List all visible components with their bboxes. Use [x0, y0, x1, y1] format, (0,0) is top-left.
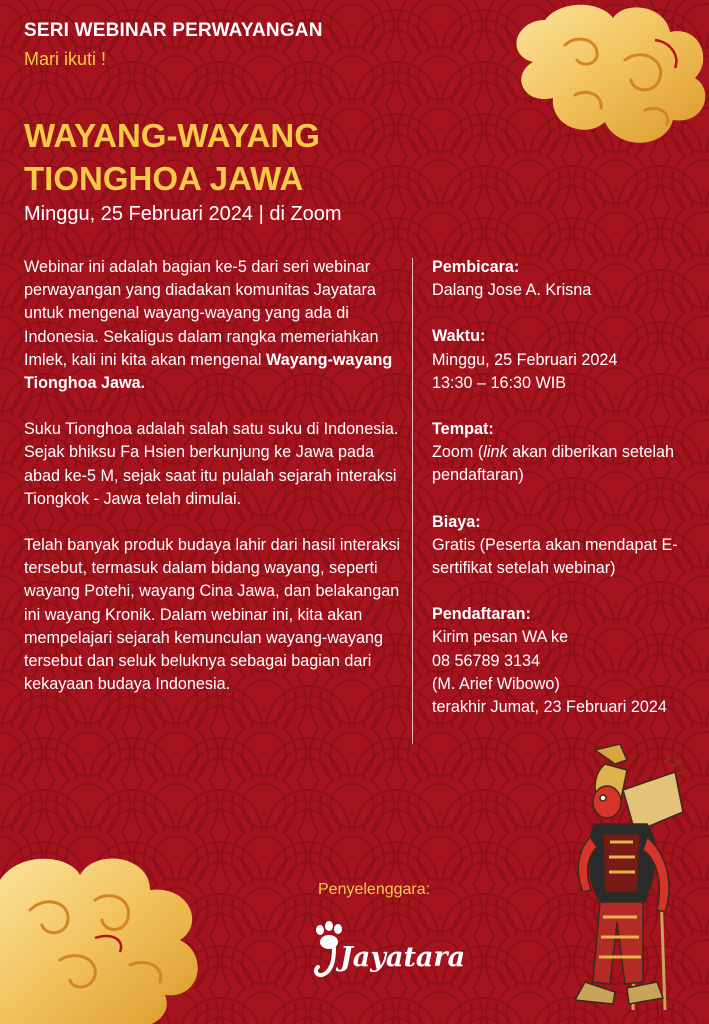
place-block	[432, 418, 702, 488]
registration-contact: (M. Arief Wibowo)	[432, 674, 560, 693]
gold-cloud-icon	[0, 840, 230, 1024]
place-label: Tempat:	[432, 420, 494, 439]
time-date: Minggu, 25 Februari 2024	[432, 350, 618, 369]
paragraph-1-text: Webinar ini adalah bagian ke-5 dari seri webinar perwayangan yang diadakan komunitas Jayatara untuk mengenal wayang-wayang yang ada di Indonesia. Sekaligus dalam rangka memeriahkan Imlek, kali ini kita akan mengenal	[24, 258, 379, 369]
place-value	[432, 441, 702, 487]
invite-text: Mari ikuti !	[24, 49, 107, 69]
series-label: SERI WEBINAR PERWAYANGAN	[24, 20, 323, 41]
time-hours: 13:30 – 16:30 WIB	[432, 373, 567, 392]
place-link: link	[483, 443, 508, 462]
gold-cloud-icon	[505, 0, 709, 165]
time-block	[432, 325, 702, 395]
registration-line: Kirim pesan WA ke	[432, 628, 569, 647]
cost-value: Gratis (Peserta akan mendapat E-sertifikat setelah webinar)	[432, 535, 678, 578]
event-details	[432, 256, 702, 742]
place-post: akan diberikan setelah pendaftaran)	[432, 443, 675, 485]
paragraph-2: Suku Tionghoa adalah salah satu suku di Indonesia. Sejak bhiksu Fa Hsien berkunjung ke Jawa pada abad ke-5 M, sejak saat itu pulalah sejarah interaksi Tiongkok - Jawa telah dimulai.	[24, 420, 399, 508]
title-line-1: WAYANG-WAYANG	[24, 117, 320, 154]
cost-block	[432, 511, 702, 581]
date-venue: Minggu, 25 Februari 2024 | di Zoom	[24, 203, 342, 225]
registration-phone: 08 56789 3134	[432, 651, 541, 670]
registration-deadline: terakhir Jumat, 23 Februari 2024	[432, 698, 667, 717]
paragraph-1-highlight: Wayang-wayang Tionghoa Jawa.	[24, 350, 393, 393]
speaker-block	[432, 256, 702, 302]
organizer-label: Penyelenggara:	[318, 881, 431, 898]
column-divider	[412, 258, 413, 744]
organizer-logo	[306, 918, 466, 986]
page-title	[24, 114, 404, 200]
paragraph-1	[24, 256, 404, 395]
wayang-puppet-icon	[565, 742, 705, 1012]
speaker-label: Pembicara:	[432, 258, 520, 276]
description	[24, 256, 404, 719]
registration-label: Pendaftaran:	[432, 605, 531, 624]
logo-text: Jayatara	[340, 942, 466, 973]
time-label: Waktu:	[432, 327, 486, 346]
title-line-2: TIONGHOA JAWA	[24, 160, 304, 197]
registration-block	[432, 603, 702, 719]
place-pre: Zoom (	[432, 443, 484, 462]
paragraph-3: Telah banyak produk budaya lahir dari hasil interaksi tersebut, termasuk dalam bidang wayang, seperti wayang Potehi, wayang Cina Jawa, dan belakangan ini wayang Kronik. Dalam webinar ini, kita akan mempelajari sejarah kemunculan wayang-wayang tersebut dan seluk beluknya sebagai bagian dari kekayaan budaya Indonesia.	[24, 536, 401, 694]
speaker-value: Dalang Jose A. Krisna	[432, 281, 592, 300]
cost-label: Biaya:	[432, 512, 481, 531]
